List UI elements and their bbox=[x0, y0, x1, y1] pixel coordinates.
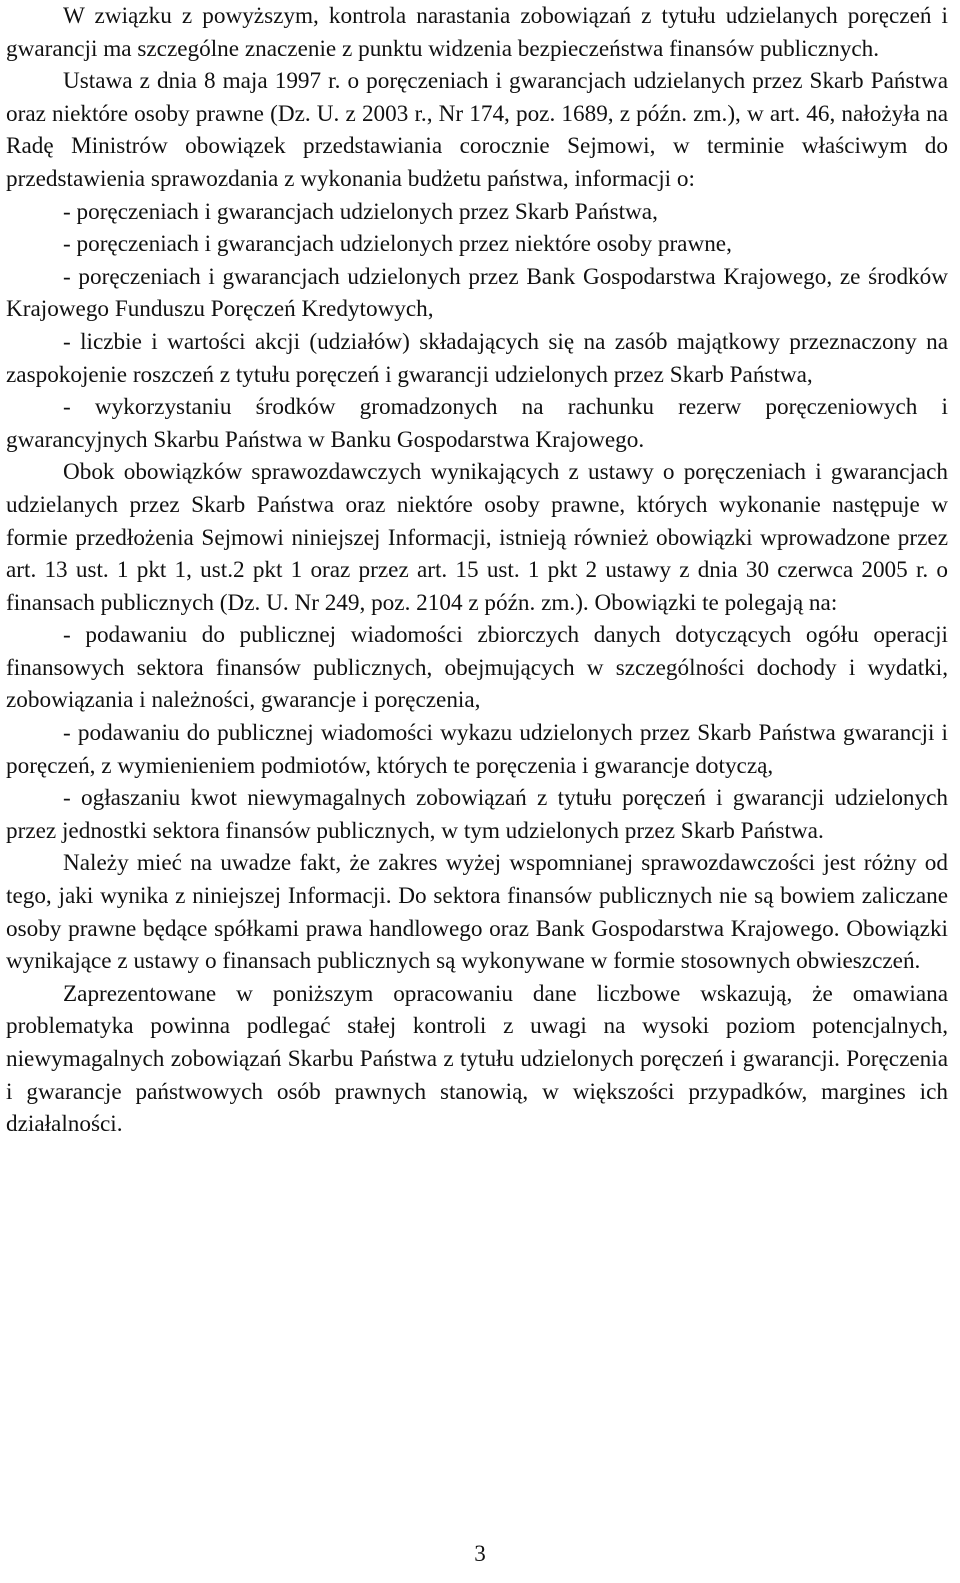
list-item: - wykorzystaniu środków gromadzonych na rachunku rezerw poręczeniowych i gwarancyjnych Skarbu Państwa w Banku Gospodarstwa Krajowego. bbox=[6, 394, 948, 453]
list-item: - poręczeniach i gwarancjach udzielonych przez niektóre osoby prawne, bbox=[63, 231, 732, 258]
paragraph: Zaprezentowane w poniższym opracowaniu dane liczbowe wskazują, że omawiana problematyka powinna podlegać stałej kontroli z uwagi na wysoki poziom potencjalnych, niewymagalnych zobowiązań Skarbu Państwa z tytułu udzielonych poręczeń i gwarancji. Poręczenia i gwarancje państwowych osób prawnych stanowią, w większości przypadków, margines ich działalności. bbox=[6, 980, 948, 1138]
list-item: - poręczeniach i gwarancjach udzielonych przez Skarb Państwa, bbox=[63, 198, 658, 225]
list-item: - podawaniu do publicznej wiadomości zbiorczych danych dotyczących ogółu operacji finansowych sektora finansów publicznych, obejmujących w szczególności dochody i wydatki, zobowiązania i należności, gwarancje i poręczenia, bbox=[6, 622, 948, 714]
document-body bbox=[6, 0, 948, 1141]
page-number: 3 bbox=[474, 1541, 486, 1567]
paragraph: Należy mieć na uwadze fakt, że zakres wyżej wspomnianej sprawozdawczości jest różny od tego, jaki wynika z niniejszej Informacji. Do sektora finansów publicznych nie są bowiem zaliczane osoby prawne będące spółkami prawa handlowego oraz Bank Gospodarstwa Krajowego. Obowiązki wynikające z ustawy o finansach publicznych są wykonywane w formie stosownych obwieszczeń. bbox=[6, 850, 948, 975]
paragraph: Obok obowiązków sprawozdawczych wynikających z ustawy o poręczeniach i gwarancjach udzielanych przez Skarb Państwa oraz niektóre osoby prawne, których wykonanie następuje w formie przedłożenia Sejmowi niniejszej Informacji, istnieją również obowiązki wprowadzone przez art. 13 ust. 1 pkt 1, ust.2 pkt 1 oraz przez art. 15 ust. 1 pkt 2 ustawy z dnia 30 czerwca 2005 r. o finansach publicznych (Dz. U. Nr 249, poz. 2104 z późn. zm.). Obowiązki te polegają na: bbox=[6, 459, 948, 616]
paragraph: Ustawa z dnia 8 maja 1997 r. o poręczeniach i gwarancjach udzielanych przez Skarb Państwa oraz niektóre osoby prawne (Dz. U. z 2003 r., Nr 174, poz. 1689, z późn. zm.), w art. 46, nałożyła na Radę Ministrów obowiązek przedstawiania corocznie Sejmowi, w terminie właściwym do przedstawienia sprawozdania z wykonania budżetu państwa, informacji o: bbox=[6, 68, 948, 192]
list-item: - poręczeniach i gwarancjach udzielonych przez Bank Gospodarstwa Krajowego, ze środków Krajowego Funduszu Poręczeń Kredytowych, bbox=[6, 263, 948, 323]
list-item: - ogłaszaniu kwot niewymagalnych zobowiązań z tytułu poręczeń i gwarancji udzielonych przez jednostki sektora finansów publicznych, w tym udzielonych przez Skarb Państwa. bbox=[6, 785, 948, 844]
list-item: - liczbie i wartości akcji (udziałów) składających się na zasób majątkowy przeznaczony na zaspokojenie roszczeń z tytułu poręczeń i gwarancji udzielonych przez Skarb Państwa, bbox=[6, 328, 948, 388]
paragraph: W związku z powyższym, kontrola narastania zobowiązań z tytułu udzielanych poręczeń i gwarancji ma szczególne znaczenie z punktu widzenia bezpieczeństwa finansów publicznych. bbox=[6, 3, 948, 62]
list-item: - podawaniu do publicznej wiadomości wykazu udzielonych przez Skarb Państwa gwarancji i poręczeń, z wymienieniem podmiotów, których te poręczenia i gwarancje dotyczą, bbox=[6, 720, 948, 779]
